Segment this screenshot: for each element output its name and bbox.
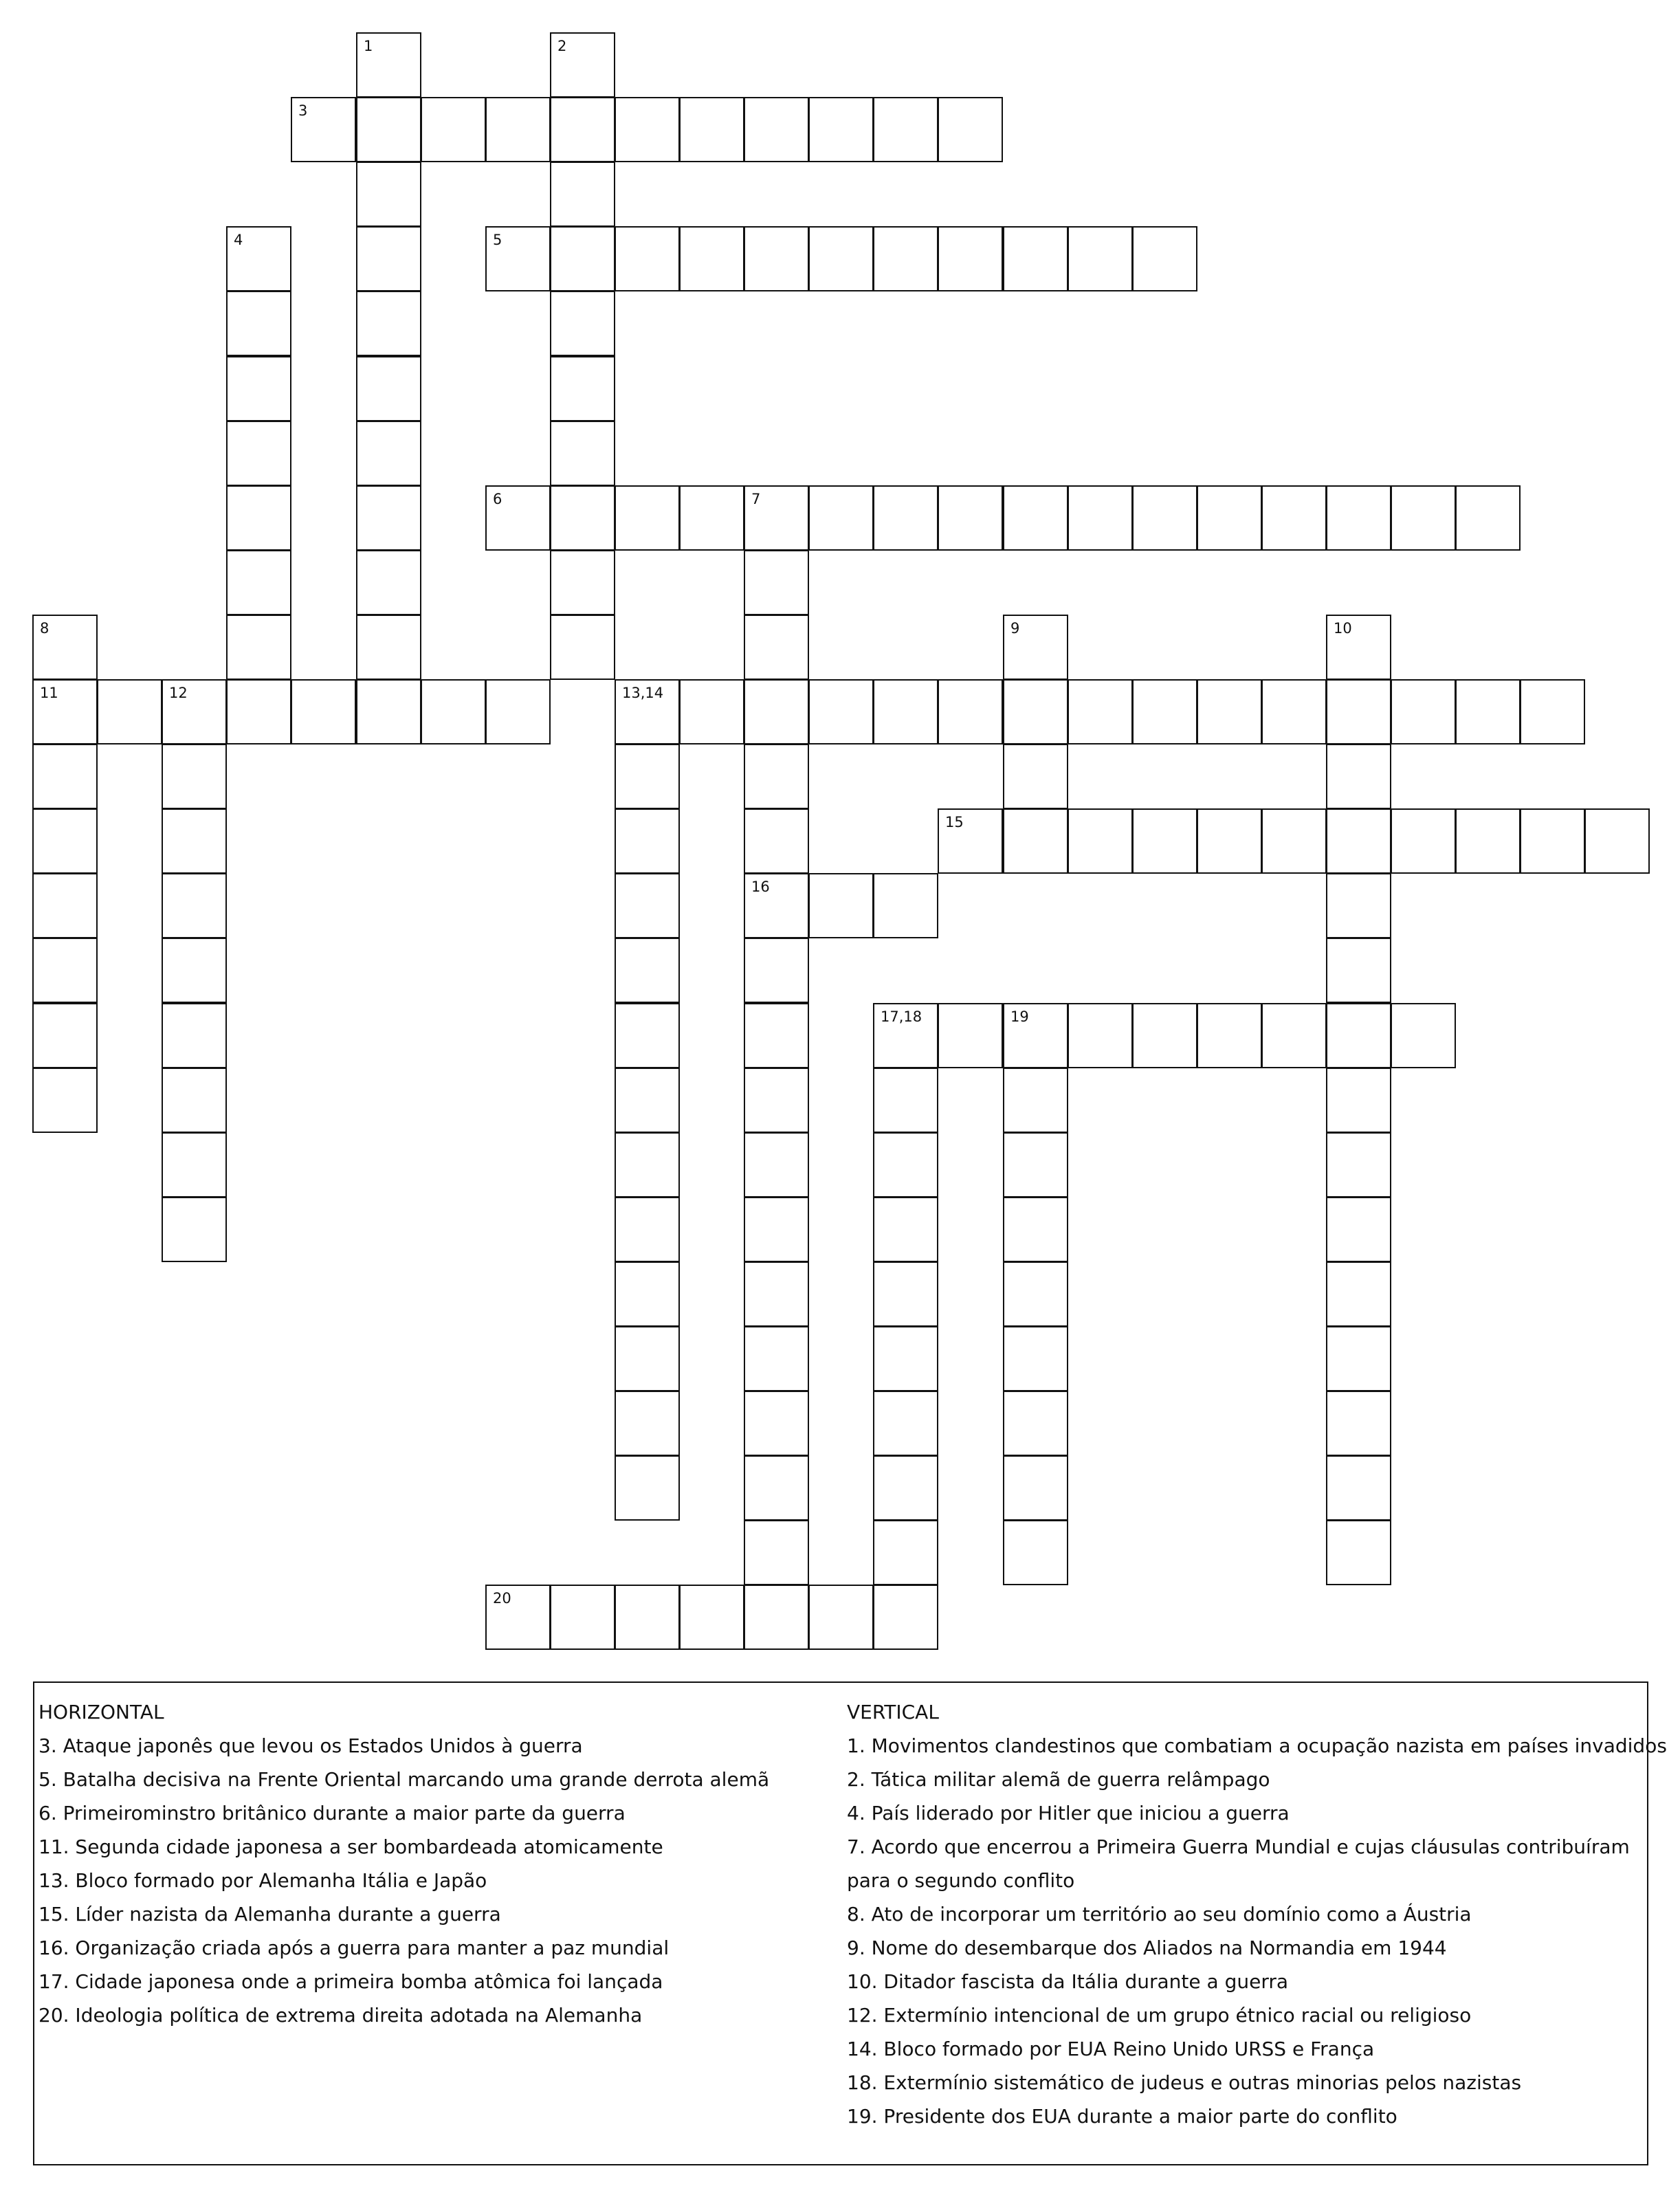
grid-cell[interactable]	[615, 226, 680, 291]
grid-cell[interactable]	[615, 808, 680, 874]
grid-cell[interactable]	[938, 808, 1003, 874]
clue-v-12: 12. Extermínio intencional de um grupo étnico racial ou religioso	[847, 2004, 1472, 2027]
grid-cell[interactable]	[1003, 1520, 1068, 1585]
grid-cell[interactable]	[615, 1197, 680, 1262]
grid-cell[interactable]	[873, 1003, 938, 1068]
grid-cell[interactable]	[873, 226, 938, 291]
grid-cell[interactable]	[1003, 1261, 1068, 1327]
grid-cell[interactable]	[1391, 808, 1456, 874]
grid-cell[interactable]	[1520, 679, 1585, 744]
grid-cell[interactable]	[808, 226, 874, 291]
grid-cell[interactable]	[615, 1391, 680, 1456]
clue-number: 3	[298, 102, 308, 119]
grid-cell[interactable]	[744, 1003, 809, 1068]
grid-cell[interactable]	[615, 938, 680, 1003]
clue-v-10: 10. Ditador fascista da Itália durante a guerra	[847, 1970, 1289, 1993]
clue-h-20: 20. Ideologia política de extrema direita adotada na Alemanha	[38, 2004, 643, 2027]
clue-number: 2	[557, 38, 567, 54]
grid-cell[interactable]	[550, 550, 615, 615]
grid-cell[interactable]	[1326, 615, 1391, 680]
clue-h-6: 6. Primeirominstro britânico durante a maior parte da guerra	[38, 1802, 626, 1824]
grid-cell[interactable]	[32, 615, 98, 680]
grid-cell[interactable]	[679, 1585, 744, 1650]
grid-cell[interactable]	[744, 1520, 809, 1585]
grid-cell[interactable]	[744, 808, 809, 874]
grid-cell[interactable]	[744, 873, 809, 938]
grid-cell[interactable]	[356, 421, 421, 486]
clue-v-18: 18. Extermínio sistemático de judeus e outras minorias pelos nazistas	[847, 2071, 1522, 2094]
grid-cell[interactable]	[356, 615, 421, 680]
grid-cell[interactable]	[32, 1068, 98, 1133]
clue-number: 1	[364, 38, 373, 54]
clue-v-8: 8. Ato de incorporar um território ao seu domínio como a Áustria	[847, 1903, 1472, 1926]
clue-h-11: 11. Segunda cidade japonesa a ser bombardeada atomicamente	[38, 1835, 663, 1858]
grid-cell[interactable]	[744, 1197, 809, 1262]
grid-cell[interactable]	[1003, 1003, 1068, 1068]
grid-cell[interactable]	[1455, 679, 1521, 744]
clue-h-3: 3. Ataque japonês que levou os Estados Unidos à guerra	[38, 1734, 583, 1757]
grid-cell[interactable]	[421, 679, 486, 744]
grid-cell[interactable]	[873, 1455, 938, 1521]
grid-cell[interactable]	[550, 226, 615, 291]
grid-cell[interactable]	[1326, 485, 1391, 551]
grid-cell[interactable]	[1520, 808, 1585, 874]
clue-v-7: 7. Acordo que encerrou a Primeira Guerra Mundial e cujas cláusulas contribuíram para o segundo conflito	[847, 1835, 1630, 1892]
grid-cell[interactable]	[1197, 485, 1262, 551]
grid-cell[interactable]	[744, 226, 809, 291]
grid-cell[interactable]	[1132, 679, 1197, 744]
clue-number: 11	[40, 685, 58, 701]
grid-cell[interactable]	[162, 1132, 227, 1198]
vertical-heading: VERTICAL	[847, 1701, 939, 1723]
grid-cell[interactable]	[291, 97, 356, 162]
grid-cell[interactable]	[421, 97, 486, 162]
clue-number: 4	[234, 232, 243, 248]
grid-cell[interactable]	[1326, 1455, 1391, 1521]
grid-cell[interactable]	[679, 485, 744, 551]
grid-cell[interactable]	[485, 226, 551, 291]
grid-cell[interactable]	[615, 679, 680, 744]
grid-cell[interactable]	[1261, 808, 1327, 874]
clue-h-5: 5. Batalha decisiva na Frente Oriental marcando uma grande derrota alemã	[38, 1768, 770, 1791]
clue-v-4: 4. País liderado por Hitler que iniciou a guerra	[847, 1802, 1290, 1824]
grid-cell[interactable]	[485, 1585, 551, 1650]
grid-cell[interactable]	[1197, 1003, 1262, 1068]
grid-cell[interactable]	[744, 485, 809, 551]
grid-cell[interactable]	[1003, 1068, 1068, 1133]
grid-cell[interactable]	[1391, 485, 1456, 551]
clue-number: 17,18	[881, 1008, 922, 1025]
clue-v-9: 9. Nome do desembarque dos Aliados na Normandia em 1944	[847, 1937, 1447, 1959]
grid-cell[interactable]	[615, 1585, 680, 1650]
clue-v-2: 2. Tática militar alemã de guerra relâmpago	[847, 1768, 1270, 1791]
grid-cell[interactable]	[1197, 808, 1262, 874]
grid-cell[interactable]	[744, 1068, 809, 1133]
grid-cell[interactable]	[1326, 744, 1391, 809]
grid-cell[interactable]	[550, 1585, 615, 1650]
clue-h-15: 15. Líder nazista da Alemanha durante a guerra	[38, 1903, 501, 1926]
grid-cell[interactable]	[1003, 1132, 1068, 1198]
grid-cell[interactable]	[1261, 679, 1327, 744]
grid-cell[interactable]	[873, 1585, 938, 1650]
grid-cell[interactable]	[356, 32, 421, 98]
clue-number: 7	[751, 491, 761, 507]
grid-cell[interactable]	[356, 226, 421, 291]
grid-cell[interactable]	[162, 1197, 227, 1262]
grid-cell[interactable]	[226, 485, 291, 551]
grid-cell[interactable]	[744, 679, 809, 744]
grid-cell[interactable]	[226, 550, 291, 615]
grid-cell[interactable]	[744, 1261, 809, 1327]
grid-cell[interactable]	[485, 97, 551, 162]
grid-cell[interactable]	[1391, 1003, 1456, 1068]
grid-cell[interactable]	[1003, 226, 1068, 291]
grid-cell[interactable]	[744, 938, 809, 1003]
grid-cell[interactable]	[550, 162, 615, 227]
grid-cell[interactable]	[356, 356, 421, 421]
grid-cell[interactable]	[1326, 873, 1391, 938]
grid-cell[interactable]	[679, 226, 744, 291]
grid-cell[interactable]	[356, 291, 421, 356]
grid-cell[interactable]	[97, 679, 162, 744]
grid-cell[interactable]	[938, 226, 1003, 291]
grid-cell[interactable]	[615, 1261, 680, 1327]
horizontal-heading: HORIZONTAL	[38, 1701, 164, 1723]
clue-v-14: 14. Bloco formado por EUA Reino Unido URSS e França	[847, 2038, 1375, 2060]
grid-cell[interactable]	[550, 291, 615, 356]
grid-cell[interactable]	[679, 679, 744, 744]
grid-cell[interactable]	[226, 356, 291, 421]
grid-cell[interactable]	[1326, 938, 1391, 1003]
grid-cell[interactable]	[873, 1261, 938, 1327]
grid-cell[interactable]	[1003, 1197, 1068, 1262]
grid-cell[interactable]	[1003, 485, 1068, 551]
grid-cell[interactable]	[1068, 1003, 1133, 1068]
grid-cell[interactable]	[615, 485, 680, 551]
grid-cell[interactable]	[162, 808, 227, 874]
grid-cell[interactable]	[808, 1585, 874, 1650]
grid-cell[interactable]	[485, 485, 551, 551]
grid-cell[interactable]	[615, 1326, 680, 1391]
grid-cell[interactable]	[1391, 679, 1456, 744]
grid-cell[interactable]	[162, 938, 227, 1003]
grid-cell[interactable]	[1068, 679, 1133, 744]
grid-cell[interactable]	[162, 873, 227, 938]
grid-cell[interactable]	[1326, 1132, 1391, 1198]
grid-cell[interactable]	[1003, 1391, 1068, 1456]
clue-number: 20	[493, 1590, 511, 1607]
grid-cell[interactable]	[550, 421, 615, 486]
grid-cell[interactable]	[938, 679, 1003, 744]
grid-cell[interactable]	[1132, 808, 1197, 874]
grid-cell[interactable]	[615, 1132, 680, 1198]
horizontal-clues	[38, 1695, 863, 2032]
grid-cell[interactable]	[32, 938, 98, 1003]
grid-cell[interactable]	[32, 744, 98, 809]
clue-v-19: 19. Presidente dos EUA durante a maior parte do conflito	[847, 2105, 1397, 2128]
grid-cell[interactable]	[873, 1068, 938, 1133]
clue-h-16: 16. Organização criada após a guerra para manter a paz mundial	[38, 1937, 670, 1959]
grid-cell[interactable]	[550, 97, 615, 162]
grid-cell[interactable]	[1261, 1003, 1327, 1068]
grid-cell[interactable]	[1455, 485, 1521, 551]
grid-cell[interactable]	[744, 550, 809, 615]
grid-cell[interactable]	[1132, 1003, 1197, 1068]
grid-cell[interactable]	[162, 1068, 227, 1133]
grid-cell[interactable]	[356, 679, 421, 744]
clue-v-1: 1. Movimentos clandestinos que combatiam a ocupação nazista em países invadidos	[847, 1734, 1667, 1757]
grid-cell[interactable]	[356, 162, 421, 227]
grid-cell[interactable]	[1326, 808, 1391, 874]
grid-cell[interactable]	[615, 873, 680, 938]
clue-number: 6	[493, 491, 502, 507]
grid-cell[interactable]	[356, 97, 421, 162]
grid-cell[interactable]	[615, 744, 680, 809]
grid-cell[interactable]	[744, 1585, 809, 1650]
grid-cell[interactable]	[615, 1003, 680, 1068]
grid-cell[interactable]	[1326, 1520, 1391, 1585]
grid-cell[interactable]	[550, 356, 615, 421]
grid-cell[interactable]	[1584, 808, 1650, 874]
grid-cell[interactable]	[873, 679, 938, 744]
grid-cell[interactable]	[226, 226, 291, 291]
grid-cell[interactable]	[615, 97, 680, 162]
clue-number: 9	[1010, 620, 1020, 637]
grid-cell[interactable]	[1132, 485, 1197, 551]
clue-h-13: 13. Bloco formado por Alemanha Itália e Japão	[38, 1869, 487, 1892]
grid-cell[interactable]	[32, 1003, 98, 1068]
grid-cell[interactable]	[1003, 1455, 1068, 1521]
grid-cell[interactable]	[226, 615, 291, 680]
clue-number: 13,14	[622, 685, 664, 701]
grid-cell[interactable]	[873, 1520, 938, 1585]
clue-number: 12	[169, 685, 188, 701]
grid-cell[interactable]	[808, 679, 874, 744]
grid-cell[interactable]	[162, 1003, 227, 1068]
grid-cell[interactable]	[938, 485, 1003, 551]
grid-cell[interactable]	[226, 421, 291, 486]
grid-cell[interactable]	[873, 1132, 938, 1198]
clue-number: 15	[945, 814, 964, 830]
clues-box	[33, 1681, 1667, 2165]
grid-cell[interactable]	[744, 1391, 809, 1456]
grid-cell[interactable]	[615, 1455, 680, 1521]
grid-cell[interactable]	[873, 1326, 938, 1391]
clue-number: 16	[751, 879, 770, 895]
grid-cell[interactable]	[744, 615, 809, 680]
grid-cell[interactable]	[550, 32, 615, 98]
clue-number: 5	[493, 232, 502, 248]
grid-cell[interactable]	[1326, 1197, 1391, 1262]
grid-cell[interactable]	[744, 1326, 809, 1391]
grid-cell[interactable]	[744, 97, 809, 162]
grid-cell[interactable]	[873, 97, 938, 162]
grid-cell[interactable]	[938, 1003, 1003, 1068]
grid-cell[interactable]	[1261, 485, 1327, 551]
grid-cell[interactable]	[550, 615, 615, 680]
grid-cell[interactable]	[1326, 679, 1391, 744]
grid-cell[interactable]	[1003, 808, 1068, 874]
grid-cell[interactable]	[1132, 226, 1197, 291]
grid-cell[interactable]	[744, 744, 809, 809]
grid-cell[interactable]	[162, 744, 227, 809]
grid-cell[interactable]	[873, 485, 938, 551]
grid-cell[interactable]	[1003, 744, 1068, 809]
grid-cell[interactable]	[808, 485, 874, 551]
grid-cell[interactable]	[1326, 1003, 1391, 1068]
grid-cell[interactable]	[32, 808, 98, 874]
grid-cell[interactable]	[1197, 679, 1262, 744]
grid-cell[interactable]	[873, 873, 938, 938]
grid-cell[interactable]	[1455, 808, 1521, 874]
grid-cell[interactable]	[226, 291, 291, 356]
grid-cell[interactable]	[291, 679, 356, 744]
grid-cell[interactable]	[1326, 1391, 1391, 1456]
grid-cell[interactable]	[873, 1391, 938, 1456]
grid-cell[interactable]	[1326, 1068, 1391, 1133]
grid-cell[interactable]	[485, 679, 551, 744]
grid-cell[interactable]	[356, 485, 421, 551]
grid-cell[interactable]	[615, 1068, 680, 1133]
grid-cell[interactable]	[938, 97, 1003, 162]
vertical-clues	[847, 1695, 1667, 2133]
grid-cell[interactable]	[1068, 485, 1133, 551]
grid-cell[interactable]	[550, 485, 615, 551]
grid-cell[interactable]	[226, 679, 291, 744]
clue-h-17: 17. Cidade japonesa onde a primeira bomba atômica foi lançada	[38, 1970, 663, 1993]
grid-cell[interactable]	[873, 1197, 938, 1262]
grid-cell[interactable]	[32, 873, 98, 938]
grid-cell[interactable]	[808, 97, 874, 162]
grid-cell[interactable]	[679, 97, 744, 162]
grid-cell[interactable]	[744, 1455, 809, 1521]
grid-cell[interactable]	[1003, 679, 1068, 744]
clue-number: 10	[1334, 620, 1352, 637]
grid-cell[interactable]	[1003, 615, 1068, 680]
grid-cell[interactable]	[1068, 808, 1133, 874]
clue-number: 19	[1010, 1008, 1029, 1025]
grid-cell[interactable]	[32, 679, 98, 744]
grid-cell[interactable]	[1326, 1261, 1391, 1327]
grid-cell[interactable]	[1003, 1326, 1068, 1391]
grid-cell[interactable]	[744, 1132, 809, 1198]
grid-cell[interactable]	[1326, 1326, 1391, 1391]
grid-cell[interactable]	[1068, 226, 1133, 291]
grid-cell[interactable]	[356, 550, 421, 615]
grid-cell[interactable]	[162, 679, 227, 744]
grid-cell[interactable]	[808, 873, 874, 938]
clue-number: 8	[40, 620, 49, 637]
